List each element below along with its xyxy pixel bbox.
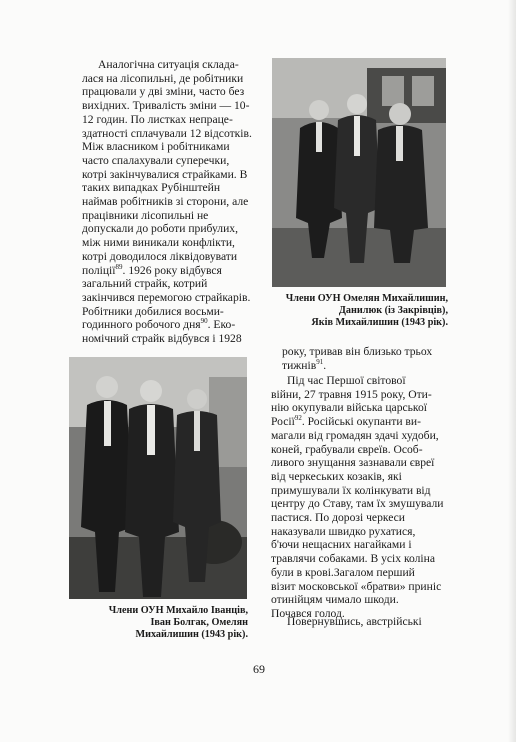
text-line: вихідних. Тривалість зміни — 10- [82,99,250,113]
text-line: пастися. По дорозі черкеси [271,511,406,525]
text-line: 12 годин. По листках непраце- [82,112,233,126]
text-line: б'ючи нещасних нагайками і [271,538,412,552]
text-line: наказували швидко рухатися, [271,524,416,538]
text-line [82,264,264,278]
text-line: Робітники добилися восьми- [82,304,224,318]
text-line: року, тривав він близько трьох [282,345,433,358]
text-line: Почався голод. [271,606,345,620]
photo-image [272,58,446,287]
footnote-marker: 92 [294,414,302,423]
text-line: ливого знущання зазнавали євреї [271,456,435,470]
text-line: травлячи собаками. В усіх коліна [271,552,435,566]
text-line: центру до Ставу, там їх змушували [271,497,444,511]
caption-line: Яків Михайлишин (1943 рік). [311,317,448,328]
footnote-marker: 90 [200,317,208,326]
text-line: наймав робітників зі сторони, але [82,195,249,209]
text-line: котрі закінчувалися страйками. В [82,167,248,181]
text-line: між ними виникали конфлікти, [82,236,235,250]
text-line: коней, грабували євреїв. Особ- [271,442,423,456]
caption-line: Михайлишин (1943 рік). [135,629,248,640]
text-line: магали від громадян здачі худоби, [271,428,439,442]
caption-line: Данилюк (із Закрівців), [338,305,448,316]
text-fragment: годинного робочого дня [82,318,201,332]
text-line: працювали у дві зміни, часто без [82,85,245,99]
text-fragment: . [323,358,327,372]
text-line: допускали до роботи прибулих, [82,222,238,236]
text-line: Повернувшись, австрійські [287,615,422,628]
text-fragment: . Російські окупанти ви- [301,415,421,429]
page-edge-shadow [508,0,516,742]
photo1-caption [262,293,448,329]
text-line: загальний страйк, котрий [82,277,208,291]
photo-three-men-outdoors [69,357,247,599]
caption-line: Члени ОУН Омелян Михайлишин, [285,293,448,304]
text-line: Між власником і робітниками [82,140,230,154]
text-line [82,318,264,332]
text-fragment: Росії [271,415,295,429]
text-line: Під час Першої світової [287,374,406,387]
text-line: часто спалахували суперечки, [82,153,230,167]
text-line: працівники лісопильні не [82,208,209,222]
photo-image [69,357,247,599]
text-line: номічний страйк відбувся і 1928 [82,332,242,346]
page-number: 69 [253,662,265,676]
photo2-caption [63,605,248,641]
text-line: лася на лісопильні, де робітники [82,71,244,85]
text-line: отинійцям чимало шкоди. [271,593,399,607]
text-fragment: . 1926 року відбувся [122,263,222,277]
text-line: таких випадках Рубінштейн [82,181,221,195]
text-line: війни, 27 травня 1915 року, Оти- [271,387,432,401]
footnote-marker: 89 [115,262,123,271]
paragraph-occupation [271,374,443,621]
text-line [271,415,443,429]
text-line: примушували їх колінкувати від [271,483,431,497]
text-line: візит московської «братви» приніс [271,579,442,593]
paragraph-sawmill-continued [282,345,442,372]
text-fragment: поліції [82,263,116,277]
text-line [282,359,442,373]
text-line: котрі доводилося ліквідовувати [82,249,238,263]
paragraph-austrians-return [271,615,443,629]
text-line: від черкеських козаків, які [271,469,402,483]
text-line: Аналогічна ситуація склада- [98,58,239,71]
text-line: були в крові.Загалом перший [271,565,415,579]
text-line: здатності сплачували 12 відсотків. [82,126,252,140]
text-fragment: . Еко- [207,318,236,332]
text-line: закінчився перемогою страйкарів. [82,290,251,304]
caption-line: Члени ОУН Михайло Іванців, [108,605,248,616]
footnote-marker: 91 [316,357,324,366]
photo-three-men-standing [272,58,446,287]
paragraph-sawmill [82,58,264,346]
text-line: нію окупували війська царської [271,401,427,415]
caption-line: Іван Болгак, Омелян [150,617,248,628]
text-fragment: тижнів [282,358,317,372]
